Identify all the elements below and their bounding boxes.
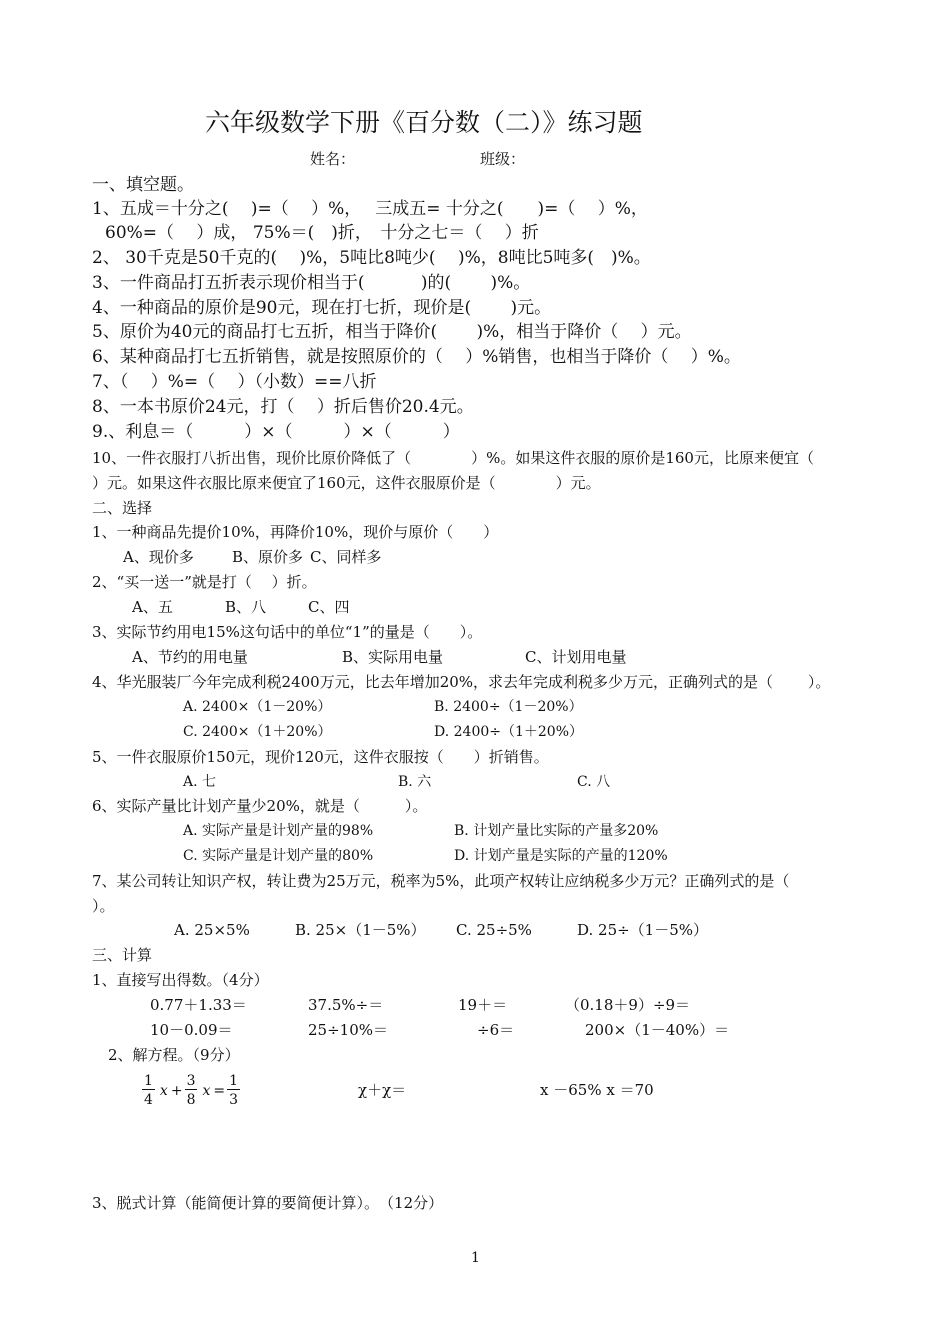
calc-1-1: 0.77＋1.33＝	[150, 996, 247, 1014]
option-2-4a: A. 2400×（1－20%）	[183, 699, 332, 715]
calc-1-3: 19＋＝	[458, 996, 508, 1014]
fraction-3	[227, 1074, 240, 1107]
fraction-3-denominator: 3	[229, 1092, 239, 1108]
question-1-1a: 1、五成＝十分之( )=（ ）%， 三成五= 十分之( )=（ ）%，	[92, 199, 648, 219]
calc-2-2: 25÷10%＝	[308, 1021, 388, 1039]
option-2-5c: C. 八	[577, 774, 611, 790]
page-number: 1	[471, 1250, 480, 1266]
option-2-3b: B、实际用电量	[342, 648, 444, 666]
name-label: 姓名：	[310, 150, 356, 168]
option-2-4c: C. 2400×（1＋20%）	[183, 724, 332, 740]
fraction-1-numerator: 1	[144, 1073, 153, 1089]
option-2-4d: D. 2400÷（1＋20%）	[434, 724, 584, 740]
option-2-7c: C. 25÷5%	[456, 921, 532, 939]
equals-sign: =	[213, 1082, 226, 1099]
section-choice-heading: 二、选择	[92, 499, 153, 517]
option-2-6c: C. 实际产量是计划产量的80%	[183, 848, 374, 864]
option-2-3c: C、计划用电量	[525, 648, 627, 666]
option-2-2a: A、五	[132, 598, 173, 616]
option-2-5a: A. 七	[183, 774, 217, 790]
question-1-4: 4、一种商品的原价是90元，现在打七折，现价是( )元。	[92, 298, 552, 318]
class-label: 班级：	[480, 150, 526, 168]
option-2-6a: A. 实际产量是计划产量的98%	[183, 823, 374, 839]
calc-1-2: 37.5%÷＝	[308, 996, 384, 1014]
question-2-7b: ）。	[92, 897, 115, 915]
question-1-10b: ）元。如果这件衣服比原来便宜了160元，这件衣服原价是（ ）元。	[92, 474, 601, 492]
option-2-1b: B、原价多	[232, 548, 304, 566]
page-title: 六年级数学下册《百分数（二）》练习题	[205, 108, 643, 137]
option-2-2c: C、四	[308, 598, 350, 616]
question-1-8: 8、一本书原价24元，打（ ）折后售价20.4元。	[92, 397, 474, 417]
question-2-1: 1、一种商品先提价10%，再降价10%，现价与原价（ ）	[92, 523, 499, 541]
calc-2-3: ÷6＝	[477, 1021, 515, 1039]
question-1-2: 2、 30千克是50千克的( )%，5吨比8吨少( )%，8吨比5吨多( )%。	[92, 248, 651, 268]
variable-x: x	[159, 1082, 168, 1099]
variable-x: x	[202, 1082, 211, 1099]
section-calc-heading: 三、计算	[92, 946, 153, 964]
question-1-6: 6、某种商品打七五折销售，就是按照原价的（ ）%销售，也相当于降价（ ）%。	[92, 347, 741, 367]
option-2-7d: D. 25÷（1－5%）	[577, 921, 709, 939]
question-2-3: 3、实际节约用电15%这句话中的单位“1”的量是（ ）。	[92, 623, 483, 641]
fraction-1-denominator: 4	[144, 1092, 153, 1108]
question-2-2: 2、“买一送一”就是打（ ）折。	[92, 573, 317, 591]
question-2-6: 6、实际产量比计划产量少20%，就是（ ）。	[92, 797, 428, 815]
option-2-7b: B. 25×（1－5%）	[295, 921, 426, 939]
option-2-5b: B. 六	[398, 774, 432, 790]
question-3-3: 3、脱式计算（能简便计算的要简便计算）。 （12分）	[92, 1194, 444, 1212]
question-1-1b: 60%=（ ）成， 75%＝( )折， 十分之七＝（ ）折	[105, 223, 539, 243]
calc-2-4: 200×（1－40%）＝	[585, 1021, 730, 1039]
question-1-5: 5、原价为40元的商品打七五折，相当于降价( )%，相当于降价（ ）元。	[92, 322, 692, 342]
option-2-7a: A. 25×5%	[174, 921, 250, 939]
question-1-3: 3、一件商品打五折表示现价相当于( )的( )%。	[92, 273, 531, 293]
equation-3: x －65% x ＝70	[540, 1081, 654, 1099]
question-2-7a: 7、某公司转让知识产权，转让费为25万元，税率为5%，此项产权转让应纳税多少万元？正确列式的是（	[92, 872, 790, 890]
question-2-5: 5、一件衣服原价150元，现价120元，这件衣服按（ ）折销售。	[92, 748, 549, 766]
calc-2-1: 10－0.09＝	[150, 1021, 233, 1039]
plus-sign: +	[170, 1082, 183, 1099]
question-3-2: 2、解方程。（9分）	[108, 1046, 240, 1064]
question-1-7: 7、（ ）%=（ ）（小数）==八折	[92, 372, 377, 392]
option-2-6b: B. 计划产量比实际的产量多20%	[454, 823, 659, 839]
equation-2: χ＋χ＝	[358, 1081, 407, 1099]
calc-1-4: （0.18＋9）÷9＝	[565, 996, 691, 1014]
fraction-2-numerator: 3	[186, 1073, 196, 1089]
option-2-6d: D. 计划产量是实际的产量的120%	[454, 848, 668, 864]
equation-1	[140, 1074, 242, 1107]
question-3-1: 1、直接写出得数。（4分）	[92, 971, 269, 989]
option-2-1a: A、现价多	[123, 548, 194, 566]
question-1-9: 9.、利息＝（ ）×（ ）×（ ）	[92, 422, 460, 442]
fraction-2-denominator: 8	[186, 1092, 196, 1108]
option-2-4b: B. 2400÷（1－20%）	[434, 699, 583, 715]
option-2-1c: C、同样多	[310, 548, 382, 566]
question-1-10a: 10、一件衣服打八折出售，现价比原价降低了（ ）%。如果这件衣服的原价是160元，比原来便宜（	[92, 449, 814, 467]
fraction-2	[185, 1074, 198, 1107]
fraction-3-numerator: 1	[229, 1073, 239, 1089]
question-2-4: 4、华光服装厂今年完成利税2400万元，比去年增加20%，求去年完成利税多少万元，正确列式的是（ ）。	[92, 673, 831, 691]
section-fill-blank-heading: 一、填空题。	[92, 175, 194, 195]
option-2-2b: B、八	[225, 598, 267, 616]
fraction-1	[142, 1074, 155, 1107]
option-2-3a: A、节约的用电量	[132, 648, 248, 666]
